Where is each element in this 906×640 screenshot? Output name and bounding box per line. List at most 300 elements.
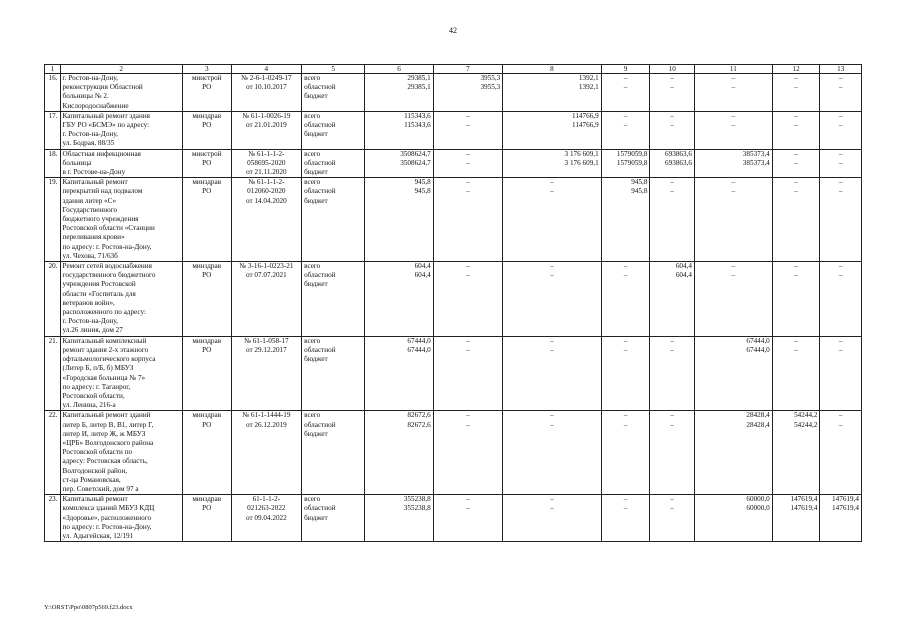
value-cell: [820, 336, 862, 411]
customer: [182, 111, 231, 149]
value-line: –: [550, 271, 554, 280]
value-cell: [433, 178, 502, 262]
value-line: 604,4: [414, 262, 431, 271]
value-line: –: [623, 411, 628, 420]
document-ref-line: от 21.01.2019: [245, 121, 287, 130]
value-line: –: [838, 178, 843, 187]
value-line: –: [623, 74, 628, 82]
value-cell: [365, 411, 433, 495]
document-ref-line: № 2-6-1-0249-17: [241, 74, 292, 82]
column-number-cell: 5: [302, 65, 365, 74]
document-ref: [231, 74, 302, 112]
object-name-line: бюджетного учреждения: [62, 215, 139, 224]
value-line: 604,4: [675, 262, 692, 271]
document-ref: [231, 262, 302, 337]
value-line: –: [623, 336, 628, 345]
value-line: –: [550, 262, 554, 271]
value-line: –: [731, 178, 736, 187]
value-line: –: [623, 345, 628, 354]
value-cell: [820, 495, 862, 542]
object-name-line: Кислородоснабжение: [62, 101, 129, 110]
funding-source-line: бюджет: [304, 168, 328, 177]
value-line: –: [550, 411, 554, 420]
object-name: [60, 495, 182, 542]
value-line: 355238,8: [403, 495, 431, 504]
value-cell: [601, 411, 650, 495]
value-line: –: [466, 336, 470, 345]
funding-source-line: областной: [304, 158, 336, 167]
object-name-line: здания литер «С»: [62, 196, 117, 205]
value-line: –: [623, 420, 628, 429]
value-cell: [601, 495, 650, 542]
funding-source: [302, 74, 365, 112]
value-line: 3955,3: [480, 83, 501, 92]
value-line: –: [623, 83, 628, 92]
value-line: –: [838, 187, 843, 196]
object-name-line: литер Б, литер В, В1, литер Г,: [62, 420, 154, 429]
object-name: [60, 149, 182, 178]
value-cell: [694, 262, 772, 337]
funding-source: [302, 336, 365, 411]
document-ref: [231, 178, 302, 262]
table-row: [45, 495, 862, 542]
value-line: –: [838, 111, 843, 120]
value-line: –: [670, 121, 674, 130]
value-line: 147619,4: [790, 504, 818, 513]
value-line: 60000,0: [746, 495, 770, 504]
value-cell: [601, 178, 650, 262]
value-line: 1392,1: [578, 74, 599, 82]
column-number-cell: 13: [820, 65, 862, 74]
customer-line: РО: [202, 187, 212, 196]
value-line: 693863,6: [665, 158, 692, 167]
document-ref-line: № 3-16-1-0223-21: [239, 262, 294, 271]
object-name-line: переливания крови»: [62, 233, 125, 242]
value-cell: [820, 74, 862, 112]
object-name-line: комплекса зданий МБУЗ КДЦ: [62, 504, 155, 513]
table-row: [45, 149, 862, 178]
value-line: –: [670, 345, 674, 354]
value-line: 82672,6: [407, 411, 431, 420]
value-line: –: [670, 420, 674, 429]
row-number: 23.: [45, 495, 61, 542]
object-name-line: Государственного: [62, 205, 118, 214]
table-row: [45, 74, 862, 112]
value-cell: [365, 178, 433, 262]
object-name-line: «ЦРБ» Волгодонского района: [62, 438, 154, 447]
value-cell: [772, 149, 820, 178]
document-ref-line: 021263-2022: [247, 504, 286, 513]
value-line: –: [623, 495, 628, 504]
customer-line: РО: [202, 345, 212, 354]
funding-source-line: бюджет: [304, 196, 328, 205]
value-line: 29385,1: [407, 83, 431, 92]
value-line: –: [670, 178, 674, 187]
value-line: –: [838, 83, 843, 92]
funding-source-line: всего: [304, 495, 321, 504]
column-number-cell: 9: [601, 65, 650, 74]
value-cell: [650, 495, 695, 542]
object-name-line: ремонт здания 2-х этажного: [62, 345, 149, 354]
table-row: [45, 178, 862, 262]
value-line: –: [838, 121, 843, 130]
value-line: 28428,4: [746, 411, 770, 420]
customer: [182, 495, 231, 542]
value-line: –: [794, 149, 798, 158]
value-cell: [433, 495, 502, 542]
value-cell: [503, 74, 601, 112]
customer: [182, 262, 231, 337]
value-line: –: [466, 262, 470, 271]
object-name-line: «Городская больница № 7»: [62, 373, 146, 382]
funding-source-line: областной: [304, 187, 336, 196]
value-cell: [433, 74, 502, 112]
object-name-line: г. Ростов-на-Дону,: [62, 317, 118, 326]
value-line: –: [838, 158, 843, 167]
funding-source-line: бюджет: [304, 355, 328, 364]
value-line: 82672,6: [407, 420, 431, 429]
object-name: [60, 411, 182, 495]
customer-line: РО: [202, 504, 212, 513]
value-cell: [365, 111, 433, 149]
funding-source-line: всего: [304, 336, 321, 345]
value-line: –: [731, 121, 736, 130]
value-line: –: [466, 187, 470, 196]
value-line: 60000,0: [746, 504, 770, 513]
value-cell: [694, 411, 772, 495]
value-cell: [503, 336, 601, 411]
object-name-line: Ростовской области по: [62, 448, 133, 457]
value-cell: [772, 111, 820, 149]
value-line: –: [466, 271, 470, 280]
value-cell: [772, 178, 820, 262]
document-ref-line: № 61-1-1-2-: [248, 149, 285, 158]
value-line: –: [670, 495, 674, 504]
funding-source: [302, 178, 365, 262]
value-line: 147619,4: [790, 495, 818, 504]
value-line: 67444,0: [407, 336, 431, 345]
value-line: –: [466, 495, 470, 504]
value-cell: [694, 74, 772, 112]
value-line: 385373,4: [742, 149, 770, 158]
value-cell: [820, 411, 862, 495]
value-line: –: [623, 271, 628, 280]
customer-line: РО: [202, 121, 212, 130]
value-line: –: [838, 411, 843, 420]
value-line: –: [794, 121, 798, 130]
table-row: [45, 262, 862, 337]
value-line: 3508624,7: [400, 149, 431, 158]
customer-line: минздрав: [192, 111, 222, 120]
value-line: –: [550, 495, 554, 504]
value-line: 604,4: [675, 271, 692, 280]
object-name-line: ул. Чехова, 71/63б: [62, 251, 118, 260]
value-line: –: [670, 187, 674, 196]
value-line: –: [670, 83, 674, 92]
funding-source: [302, 262, 365, 337]
value-cell: [772, 74, 820, 112]
value-line: –: [838, 345, 843, 354]
customer-line: минздрав: [192, 336, 222, 345]
value-line: 114766,9: [572, 111, 599, 120]
value-cell: [820, 262, 862, 337]
value-line: –: [550, 187, 554, 196]
value-line: –: [731, 83, 736, 92]
customer-line: минстрой: [191, 74, 222, 82]
value-line: 1579059,8: [616, 158, 648, 167]
column-number-cell: 12: [772, 65, 820, 74]
value-cell: [503, 149, 601, 178]
value-cell: [365, 262, 433, 337]
object-name-line: ст-ца Романовская,: [62, 475, 121, 484]
value-line: 945,8: [631, 178, 648, 187]
value-line: –: [794, 271, 798, 280]
value-cell: [503, 111, 601, 149]
document-ref-line: № 61-1-1444-19: [242, 411, 291, 420]
object-name-line: ГБУ РО «БСМЭ» по адресу:: [62, 121, 150, 130]
value-line: 67444,0: [407, 345, 431, 354]
value-line: 3 176 609,1: [564, 149, 599, 158]
object-name-line: Капитальный ремонт: [62, 495, 128, 504]
customer: [182, 149, 231, 178]
value-cell: [694, 178, 772, 262]
object-name-line: «Здоровье», расположенного: [62, 513, 152, 522]
object-name-line: Ремонт сетей водоснабжения: [62, 262, 152, 271]
value-line: –: [794, 178, 798, 187]
customer-line: минздрав: [192, 262, 222, 271]
document-ref: [231, 495, 302, 542]
value-line: –: [670, 411, 674, 420]
object-name-line: по адресу: г. Ростов-на-Дону,: [62, 242, 152, 251]
value-line: 114766,9: [572, 121, 599, 130]
object-name: [60, 178, 182, 262]
object-name-line: по адресу: г. Ростов-на-Дону,: [62, 522, 152, 531]
document-ref-line: от 14.04.2020: [245, 196, 287, 205]
document-ref: [231, 149, 302, 178]
value-line: –: [466, 111, 470, 120]
funding-source-line: всего: [304, 411, 321, 420]
value-cell: [601, 262, 650, 337]
value-line: 3 176 609,1: [564, 158, 599, 167]
customer: [182, 74, 231, 112]
value-line: –: [623, 111, 628, 120]
value-line: –: [466, 149, 470, 158]
value-line: –: [838, 149, 843, 158]
value-cell: [650, 411, 695, 495]
value-line: –: [731, 187, 736, 196]
funding-source-line: бюджет: [304, 280, 328, 289]
object-name-line: литер И, литер Ж, ж МБУЗ: [62, 429, 146, 438]
object-name-line: офтальмологического корпуса: [62, 355, 156, 364]
value-cell: [433, 411, 502, 495]
value-line: –: [838, 420, 843, 429]
data-table: [44, 64, 862, 542]
page-number: 42: [449, 26, 457, 35]
object-name-line: Волгодонской район,: [62, 466, 128, 475]
value-line: 385373,4: [742, 158, 770, 167]
document-ref-line: от 21.11.2020: [246, 168, 287, 177]
document-ref-line: от 26.12.2019: [245, 420, 287, 429]
value-line: 147619,4: [832, 495, 859, 504]
funding-source-line: областной: [304, 345, 336, 354]
value-cell: [601, 149, 650, 178]
column-number-cell: 6: [365, 65, 433, 74]
document-ref: [231, 411, 302, 495]
column-number-cell: 4: [231, 65, 302, 74]
document-ref-line: от 09.04.2022: [245, 513, 287, 522]
value-line: –: [731, 262, 736, 271]
value-line: –: [466, 178, 470, 187]
table-row: [45, 336, 862, 411]
object-name-line: пер. Советский, дом 97 а: [62, 484, 139, 493]
object-name-line: реконструкция Областной: [62, 83, 143, 92]
object-name: [60, 74, 182, 112]
object-name-line: государственного бюджетного: [62, 271, 156, 280]
value-line: –: [623, 121, 628, 130]
object-name-line: Капитальный ремонт здания: [62, 111, 150, 120]
funding-source-line: всего: [304, 178, 321, 187]
value-line: –: [731, 271, 736, 280]
value-cell: [772, 336, 820, 411]
object-name-line: перекрытий над подвалом: [62, 187, 143, 196]
value-line: 693863,6: [665, 149, 692, 158]
document-ref-line: № 61-1-0026-19: [242, 111, 291, 120]
value-line: –: [670, 336, 674, 345]
value-line: –: [794, 345, 798, 354]
value-line: 54244,2: [794, 411, 818, 420]
object-name: [60, 262, 182, 337]
value-cell: [772, 495, 820, 542]
value-line: –: [550, 336, 554, 345]
value-cell: [503, 262, 601, 337]
funding-source: [302, 411, 365, 495]
object-name-line: в г. Ростове-на-Дону: [62, 168, 126, 177]
funding-source-line: областной: [304, 504, 336, 513]
document-ref: [231, 336, 302, 411]
value-cell: [650, 262, 695, 337]
object-name-line: (Литер Б, п/Б, б) МБУЗ: [62, 364, 134, 373]
value-cell: [650, 336, 695, 411]
value-line: 604,4: [414, 271, 431, 280]
value-cell: [503, 411, 601, 495]
customer-line: РО: [202, 83, 212, 92]
value-line: –: [623, 262, 628, 271]
value-line: –: [838, 74, 843, 82]
document-ref-line: от 10.10.2017: [245, 83, 287, 92]
object-name-line: больницы № 2.: [62, 92, 109, 101]
funding-source-line: областной: [304, 420, 336, 429]
value-line: 1392,1: [578, 83, 599, 92]
value-cell: [601, 111, 650, 149]
row-number: 18.: [45, 149, 61, 178]
funding-source-line: всего: [304, 262, 321, 271]
value-line: –: [550, 178, 554, 187]
value-line: 28428,4: [746, 420, 770, 429]
value-line: –: [670, 111, 674, 120]
value-cell: [694, 495, 772, 542]
value-cell: [820, 178, 862, 262]
document-ref-line: 61-1-1-2-: [252, 495, 281, 504]
value-line: –: [794, 111, 798, 120]
value-line: –: [466, 121, 470, 130]
value-cell: [601, 336, 650, 411]
value-line: –: [838, 271, 843, 280]
value-line: –: [794, 262, 798, 271]
column-number-cell: 2: [60, 65, 182, 74]
value-line: 115343,6: [404, 111, 431, 120]
funding-source: [302, 111, 365, 149]
value-line: –: [466, 345, 470, 354]
column-number-row: [45, 65, 862, 74]
value-line: –: [838, 262, 843, 271]
funding-source-line: бюджет: [304, 513, 328, 522]
customer-line: РО: [202, 420, 212, 429]
column-number-cell: 7: [433, 65, 502, 74]
value-cell: [772, 262, 820, 337]
value-line: 1579059,8: [616, 149, 648, 158]
value-line: 115343,6: [404, 121, 431, 130]
funding-source-line: всего: [304, 111, 321, 120]
value-cell: [820, 111, 862, 149]
column-number-cell: 8: [503, 65, 601, 74]
table-row: [45, 411, 862, 495]
value-cell: [650, 74, 695, 112]
value-cell: [503, 495, 601, 542]
customer-line: РО: [202, 271, 212, 280]
column-number-cell: 1: [45, 65, 61, 74]
row-number: 19.: [45, 178, 61, 262]
object-name: [60, 111, 182, 149]
object-name-line: Ростовской области,: [62, 391, 125, 400]
value-cell: [772, 411, 820, 495]
value-line: –: [466, 158, 470, 167]
object-name-line: Ростовской области «Станции: [62, 224, 155, 233]
value-line: 54244,2: [794, 420, 818, 429]
object-name-line: Капитальный комплексный: [62, 336, 147, 345]
document-ref: [231, 111, 302, 149]
row-number: 21.: [45, 336, 61, 411]
value-cell: [433, 336, 502, 411]
value-line: –: [794, 336, 798, 345]
value-line: 3508624,7: [400, 158, 431, 167]
document-ref-line: от 29.12.2017: [245, 345, 287, 354]
document-ref-line: № 61-1-058-17: [244, 336, 289, 345]
object-name-line: ул. Адыгейская, 12/191: [62, 531, 134, 540]
document-ref-line: № 61-1-1-2-: [248, 178, 285, 187]
value-line: –: [550, 420, 554, 429]
funding-source-line: областной: [304, 271, 336, 280]
value-line: –: [794, 83, 798, 92]
value-line: –: [466, 411, 470, 420]
value-cell: [365, 74, 433, 112]
funding-source-line: всего: [304, 149, 321, 158]
funding-source-line: всего: [304, 74, 321, 82]
object-name-line: учреждения Ростовской: [62, 280, 136, 289]
value-line: 945,8: [414, 187, 431, 196]
object-name-line: Капитальный ремонт зданий: [62, 411, 151, 420]
column-number-cell: 10: [650, 65, 695, 74]
column-number-cell: 3: [182, 65, 231, 74]
customer: [182, 178, 231, 262]
row-number: 17.: [45, 111, 61, 149]
value-line: –: [550, 345, 554, 354]
document-ref-line: от 07.07.2021: [245, 271, 287, 280]
value-line: –: [794, 74, 798, 82]
object-name-line: г. Ростов-на-Дону,: [62, 130, 118, 139]
funding-source-line: бюджет: [304, 130, 328, 139]
value-line: 945,8: [414, 178, 431, 187]
value-cell: [650, 111, 695, 149]
